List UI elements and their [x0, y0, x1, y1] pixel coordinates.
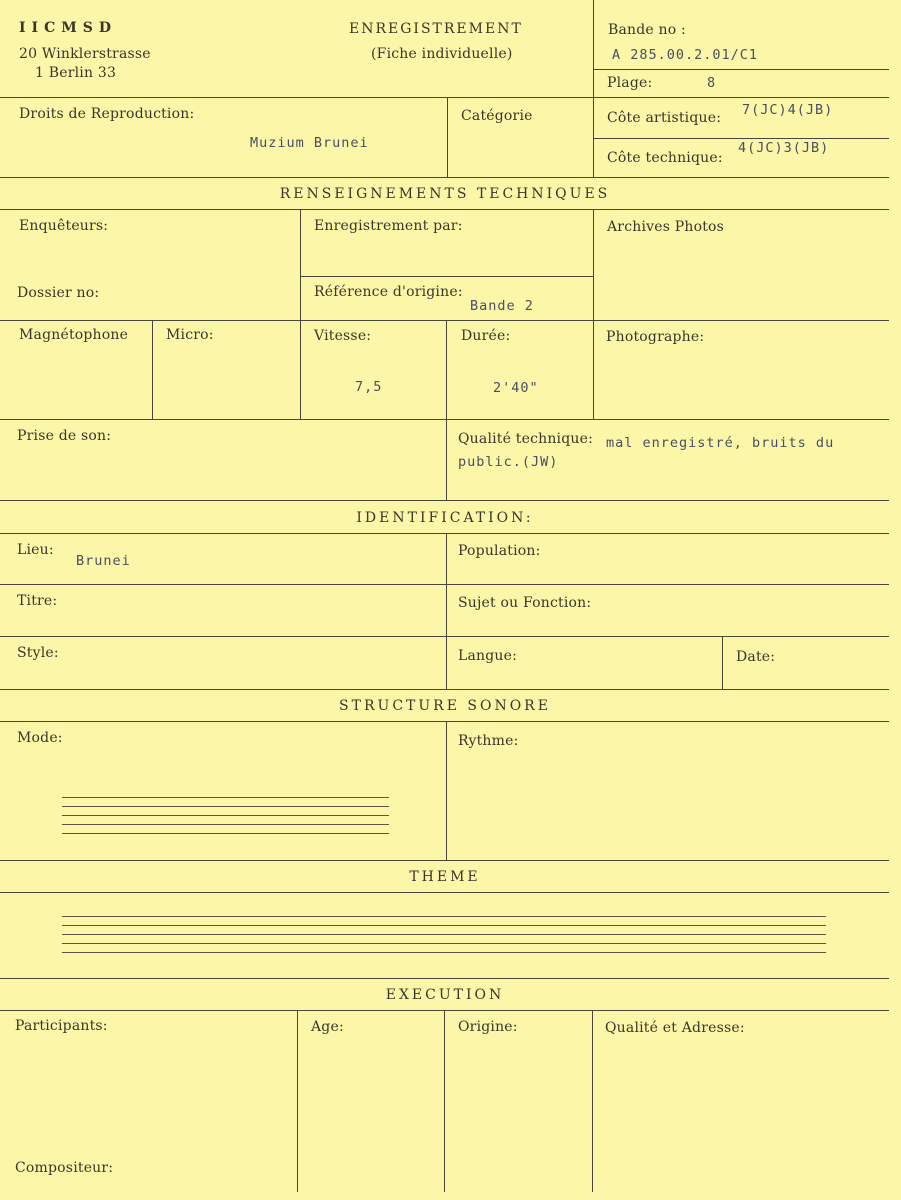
section-title-theme: THEME — [409, 869, 481, 885]
staff-line — [62, 916, 826, 917]
cote-artistique-label: Côte artistique: — [607, 110, 722, 126]
divider — [0, 721, 889, 722]
droits-label: Droits de Reproduction: — [19, 106, 195, 122]
divider — [447, 97, 448, 177]
section-title-technique: RENSEIGNEMENTS TECHNIQUES — [279, 186, 611, 202]
bande-value: A 285.00.2.01/C1 — [612, 47, 759, 63]
magnetophone-label: Magnétophone — [19, 327, 129, 343]
divider — [444, 1010, 445, 1192]
rythme-label: Rythme: — [458, 733, 519, 749]
compositeur-label: Compositeur: — [15, 1160, 114, 1176]
divider — [593, 209, 594, 419]
droits-value: Muzium Brunei — [250, 135, 369, 151]
divider — [0, 584, 889, 585]
divider — [0, 320, 889, 321]
staff-line — [62, 934, 826, 935]
divider — [593, 138, 889, 139]
section-title-structure: STRUCTURE SONORE — [339, 698, 551, 714]
vitesse-label: Vitesse: — [314, 328, 372, 344]
staff-line — [62, 943, 826, 944]
divider — [152, 320, 153, 419]
staff-line — [62, 952, 826, 953]
divider — [0, 177, 889, 178]
duree-label: Durée: — [461, 328, 511, 344]
enqueteurs-label: Enquêteurs: — [19, 218, 109, 234]
cote-technique-label: Côte technique: — [607, 150, 723, 166]
divider — [446, 320, 447, 500]
divider — [300, 209, 301, 419]
age-label: Age: — [311, 1019, 344, 1035]
divider — [593, 69, 889, 70]
population-label: Population: — [458, 543, 541, 559]
divider — [0, 860, 889, 861]
plage-label: Plage: — [607, 75, 653, 91]
plage-value: 8 — [707, 75, 717, 91]
staff-line — [62, 815, 389, 816]
sujet-label: Sujet ou Fonction: — [458, 595, 592, 611]
titre-label: Titre: — [17, 593, 58, 609]
section-title-identification: IDENTIFICATION: — [356, 510, 534, 526]
duree-value: 2'40" — [493, 380, 539, 396]
style-label: Style: — [17, 645, 59, 661]
lieu-value: Brunei — [76, 553, 131, 569]
qualite-technique-value: mal enregistré, bruits du — [606, 435, 835, 451]
staff-line — [62, 824, 389, 825]
qualite-adresse-label: Qualité et Adresse: — [605, 1020, 745, 1036]
staff-line — [62, 806, 389, 807]
divider — [0, 419, 889, 420]
reference-label: Référence d'origine: — [314, 284, 463, 300]
address-line-1: 20 Winklerstrasse — [19, 46, 151, 62]
cote-artistique-value: 7(JC)4(JB) — [742, 102, 834, 118]
divider — [0, 209, 889, 210]
divider — [592, 1010, 593, 1192]
categorie-label: Catégorie — [461, 108, 533, 124]
divider — [0, 500, 889, 501]
form-subtitle: (Fiche individuelle) — [371, 46, 513, 62]
cote-technique-value: 4(JC)3(JB) — [738, 140, 830, 156]
qualite-technique-value-2: public.(JW) — [458, 454, 559, 470]
lieu-label: Lieu: — [17, 542, 54, 558]
prise-de-son-label: Prise de son: — [17, 428, 112, 444]
reference-value: Bande 2 — [470, 298, 534, 314]
mode-label: Mode: — [17, 730, 63, 746]
date-label: Date: — [736, 649, 776, 665]
divider — [0, 97, 889, 98]
divider — [0, 533, 889, 534]
divider — [446, 533, 447, 689]
divider — [446, 721, 447, 860]
divider — [0, 892, 889, 893]
dossier-label: Dossier no: — [17, 285, 100, 301]
archives-photos-label: Archives Photos — [607, 219, 725, 235]
vitesse-value: 7,5 — [355, 379, 383, 395]
staff-line — [62, 833, 389, 834]
origine-label: Origine: — [458, 1019, 518, 1035]
bande-label: Bande no : — [608, 22, 686, 38]
staff-line — [62, 925, 826, 926]
divider — [722, 636, 723, 689]
qualite-technique-label: Qualité technique: — [458, 431, 594, 447]
form-title: ENREGISTREMENT — [349, 21, 523, 37]
divider — [0, 978, 889, 979]
staff-line — [62, 797, 389, 798]
org-logo: IICMSD — [19, 20, 117, 36]
micro-label: Micro: — [166, 327, 214, 343]
divider — [593, 0, 594, 177]
enregistrement-par-label: Enregistrement par: — [314, 218, 463, 234]
divider — [0, 636, 889, 637]
divider — [300, 276, 593, 277]
divider — [0, 689, 889, 690]
address-line-2: 1 Berlin 33 — [35, 65, 117, 81]
photographe-label: Photographe: — [606, 329, 705, 345]
langue-label: Langue: — [458, 648, 518, 664]
participants-label: Participants: — [15, 1018, 108, 1034]
section-title-execution: EXECUTION — [385, 987, 505, 1003]
divider — [297, 1010, 298, 1192]
